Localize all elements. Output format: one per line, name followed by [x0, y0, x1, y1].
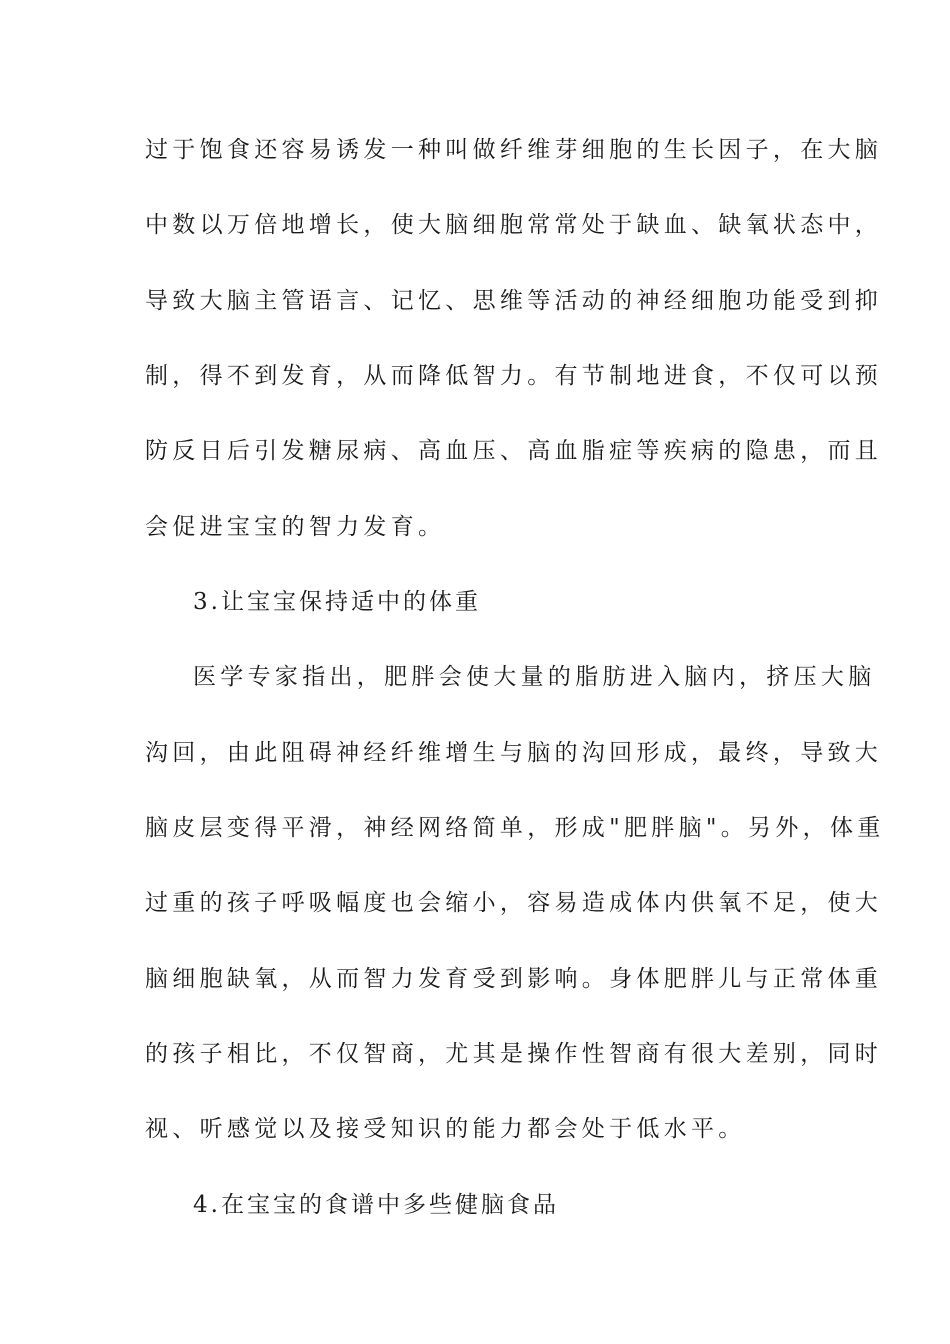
paragraph-line: 脑细胞缺氧，从而智力发育受到影响。身体肥胖儿与正常体重 — [145, 966, 883, 992]
paragraph-line: 导致大脑主管语言、记忆、思维等活动的神经细胞功能受到抑 — [145, 288, 883, 314]
paragraph-line: 制，得不到发育，从而降低智力。有节制地进食，不仅可以预 — [145, 363, 883, 389]
paragraph-line: 防反日后引发糖尿病、高血压、高血脂症等疾病的隐患，而且 — [145, 438, 883, 464]
section-heading: 3.让宝宝保持适中的体重 — [193, 589, 481, 615]
paragraph-line: 的孩子相比，不仅智商，尤其是操作性智商有很大差别，同时 — [145, 1041, 883, 1067]
paragraph-line: 中数以万倍地增长，使大脑细胞常常处于缺血、缺氧状态中， — [145, 212, 883, 238]
paragraph-line: 过重的孩子呼吸幅度也会缩小，容易造成体内供氧不足，使大 — [145, 890, 883, 916]
section-heading: 4.在宝宝的食谱中多些健脑食品 — [193, 1192, 559, 1218]
paragraph-line: 医学专家指出，肥胖会使大量的脂肪进入脑内，挤压大脑 — [193, 664, 876, 690]
paragraph-line: 脑皮层变得平滑，神经网络简单，形成"肥胖脑"。另外，体重 — [145, 815, 885, 841]
paragraph-line: 过于饱食还容易诱发一种叫做纤维芽细胞的生长因子，在大脑 — [145, 137, 883, 163]
paragraph-line: 沟回，由此阻碍神经纤维增生与脑的沟回形成，最终，导致大 — [145, 740, 883, 766]
paragraph-line: 会促进宝宝的智力发育。 — [145, 514, 446, 540]
paragraph-line: 视、听感觉以及接受知识的能力都会处于低水平。 — [145, 1116, 746, 1142]
